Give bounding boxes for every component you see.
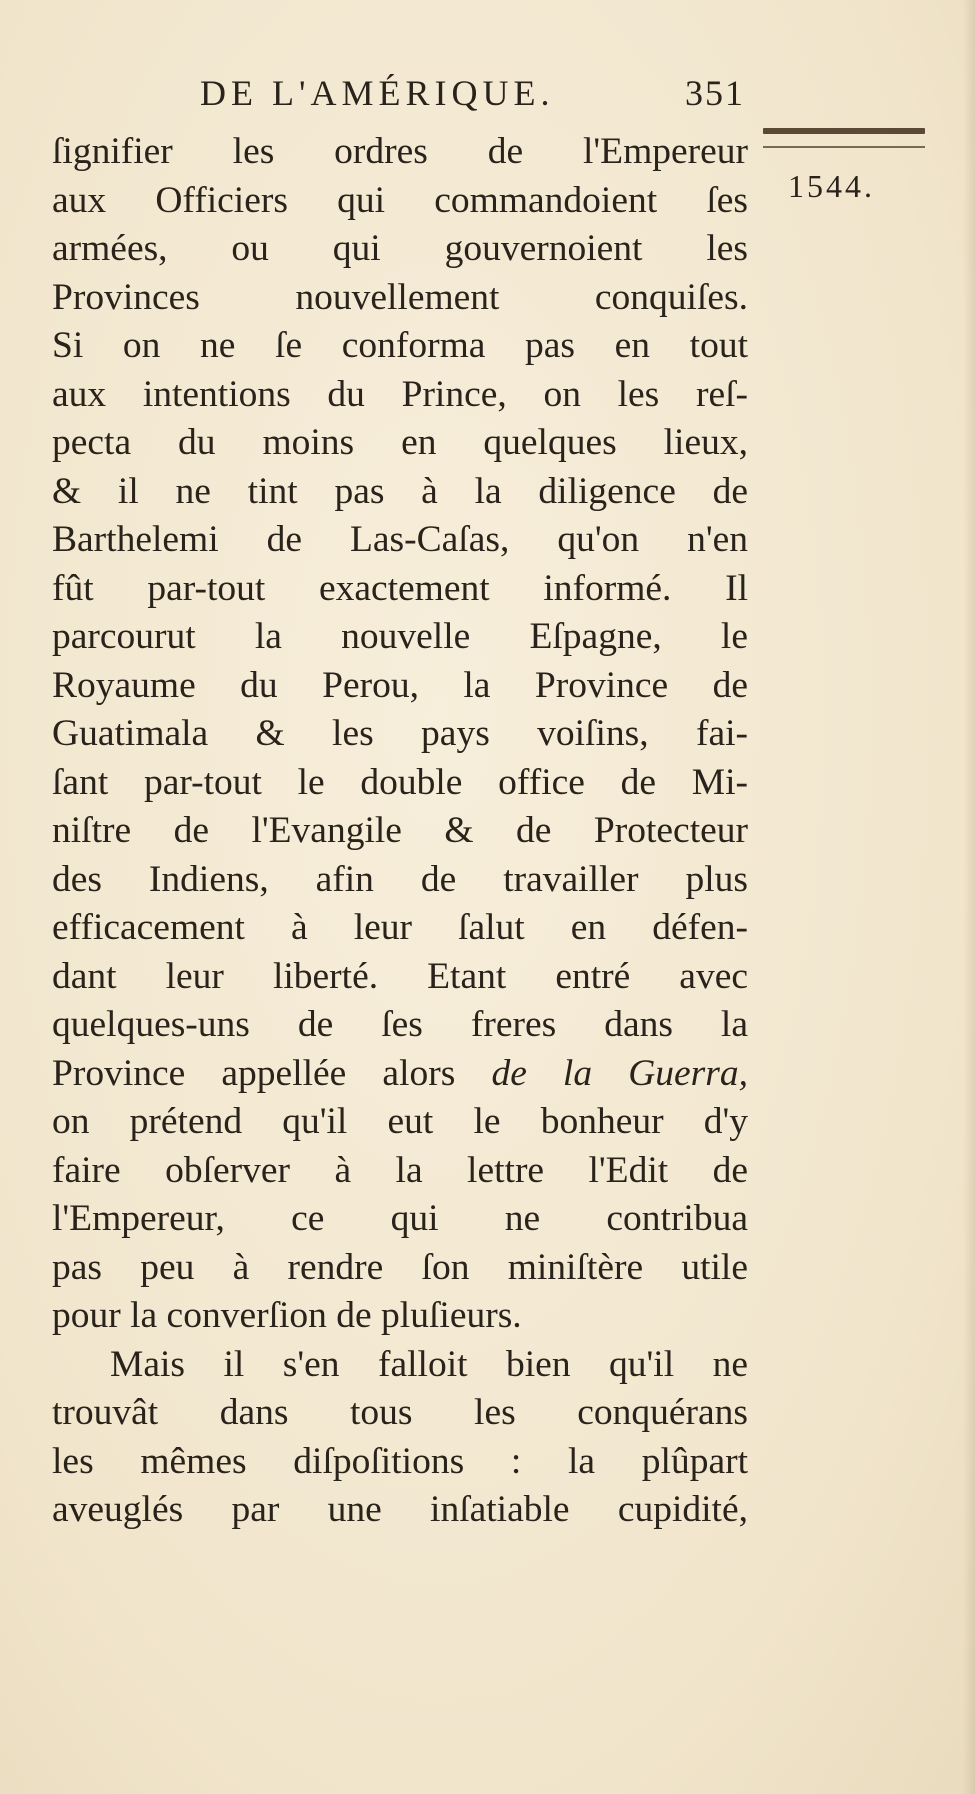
- text-line: trouvât dans tous les conquérans: [52, 1392, 748, 1433]
- margin-rule-ornament: [763, 128, 925, 134]
- text-line: des Indiens, afin de travailler plus: [52, 858, 748, 900]
- text-line: l'Empereur, ce qui ne contribua: [52, 1198, 748, 1239]
- text-line: Barthelemi de Las-Caſas, qu'on n'en: [52, 519, 748, 560]
- text-line: Provinces nouvellement conquiſes.: [52, 276, 748, 318]
- text-line: efficacement à leur ſalut en défen-: [52, 907, 748, 948]
- paragraph-end-line: pour la converſion de pluſieurs.: [52, 1295, 522, 1336]
- text-line: on prétend qu'il eut le bonheur d'y: [52, 1101, 748, 1142]
- text-line: & il ne tint pas à la diligence de: [52, 470, 748, 512]
- text-line: pecta du moins en quelques lieux,: [52, 422, 748, 463]
- text-line: dant leur liberté. Etant entré avec: [52, 955, 748, 997]
- text-line: parcourut la nouvelle Eſpagne, le: [52, 616, 748, 657]
- text-line: faire obſerver à la lettre l'Edit de: [52, 1149, 748, 1191]
- paragraph-start-line: Mais il s'en falloit bien qu'il ne: [110, 1343, 748, 1385]
- text-line: Royaume du Perou, la Province de: [52, 664, 748, 706]
- text-line: Si on ne ſe conforma pas en tout: [52, 325, 748, 366]
- text-line: fût par-tout exactement informé. Il: [52, 567, 748, 609]
- text-line: ſignifier les ordres de l'Empereur: [52, 131, 748, 172]
- text-line: armées, ou qui gouvernoient les: [52, 228, 748, 269]
- text-line: Guatimala & les pays voiſins, fai-: [52, 713, 748, 754]
- text-line: aux Officiers qui commandoient ſes: [52, 179, 748, 221]
- text-line: les mêmes diſpoſitions : la plûpart: [52, 1440, 748, 1482]
- page-number: 351: [685, 73, 745, 113]
- running-head: [200, 72, 745, 122]
- text-line-with-italic: [52, 1050, 748, 1099]
- text-line: ſant par-tout le double office de Mi-: [52, 761, 748, 803]
- text-line: pas peu à rendre ſon miniſtère utile: [52, 1246, 748, 1288]
- show-through-bleed: [800, 430, 950, 830]
- margin-year-note: 1544.: [788, 168, 875, 204]
- text-line: niſtre de l'Evangile & de Protecteur: [52, 810, 748, 851]
- text-line: aveuglés par une inſatiable cupidité,: [52, 1489, 748, 1530]
- running-head-title: DE L'AMÉRIQUE.: [200, 73, 555, 113]
- text-line: quelques-uns de ſes freres dans la: [52, 1004, 748, 1045]
- text-segment: Province appellée alors: [52, 1052, 456, 1094]
- body-text: [52, 128, 748, 1535]
- margin-rule-thin: [763, 146, 925, 148]
- page-edge-shadow: [963, 0, 975, 1794]
- text-line: aux intentions du Prince, on les reſ-: [52, 373, 748, 415]
- italic-place-name: de la Guerra,: [491, 1052, 748, 1094]
